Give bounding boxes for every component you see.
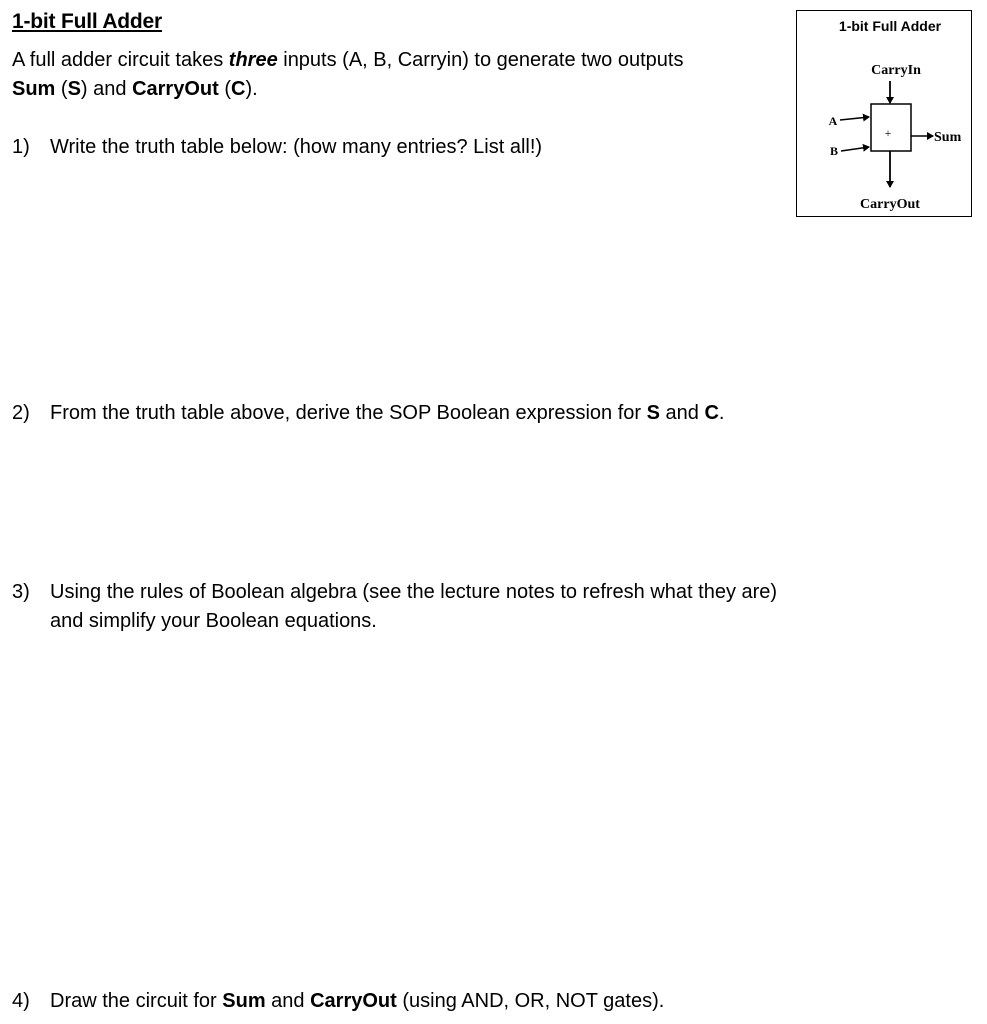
intro-s: S — [67, 78, 81, 100]
question-2 — [12, 399, 724, 428]
question-4-text — [50, 987, 664, 1016]
intro-text-3: and — [87, 78, 133, 100]
question-3-line-2: and simplify your Boolean equations. — [50, 610, 377, 632]
intro-sum: Sum — [12, 78, 56, 100]
full-adder-diagram — [796, 10, 972, 217]
intro-text-2: inputs (A, B, Carryin) to generate two outputs — [277, 49, 684, 71]
question-2-number: 2) — [12, 402, 30, 424]
question-4-text-a: Draw the circuit for — [50, 990, 223, 1012]
doc-title: 1-bit Full Adder — [12, 10, 163, 33]
diagram-carryin-label: CarryIn — [871, 63, 921, 78]
question-2-text-a: From the truth table above, derive the SOP Boolean expression for — [50, 402, 647, 424]
intro-paragraph: A full adder circuit takes three inputs (A, B, Carryin) to generate two outputs Sum (S) and CarryOut (C). — [12, 49, 684, 100]
diagram-b-label: B — [829, 144, 839, 158]
question-3 — [12, 578, 777, 636]
question-4-end: (using AND, OR, NOT gates). — [396, 990, 665, 1012]
intro-text-4: ). — [245, 78, 258, 100]
question-4-and: and — [265, 990, 311, 1012]
diagram-carryout-label: CarryOut — [860, 197, 920, 212]
question-1-number: 1) — [12, 136, 30, 158]
question-2-text — [50, 399, 724, 428]
intro-three: three — [228, 49, 278, 71]
question-2-and: and — [659, 402, 705, 424]
full-adder-svg — [797, 11, 973, 218]
diagram-a-label: A — [828, 114, 838, 128]
question-3-line-1: Using the rules of Boolean algebra (see the lecture notes to refresh what they are) — [50, 581, 778, 603]
question-2-c: C — [704, 402, 719, 424]
b-input-arrow — [841, 147, 869, 151]
diagram-title: 1-bit Full Adder — [838, 18, 942, 34]
question-4-carryout: CarryOut — [310, 990, 397, 1012]
question-2-end: . — [718, 402, 725, 424]
question-2-s: S — [646, 402, 660, 424]
adder-plus-symbol: + — [884, 126, 892, 140]
question-4-number: 4) — [12, 990, 30, 1012]
a-input-arrow — [840, 117, 869, 120]
intro-carryout: CarryOut — [132, 78, 219, 100]
question-1-text: Write the truth table below: (how many entries? List all!) — [50, 136, 543, 158]
intro-text-1: A full adder circuit takes — [12, 49, 229, 71]
question-1 — [12, 133, 542, 162]
diagram-sum-label: Sum — [934, 130, 962, 145]
question-3-text — [50, 578, 777, 636]
intro-c: C — [230, 78, 246, 100]
question-4-sum: Sum — [222, 990, 266, 1012]
question-4 — [12, 987, 664, 1016]
question-3-number: 3) — [12, 581, 30, 603]
